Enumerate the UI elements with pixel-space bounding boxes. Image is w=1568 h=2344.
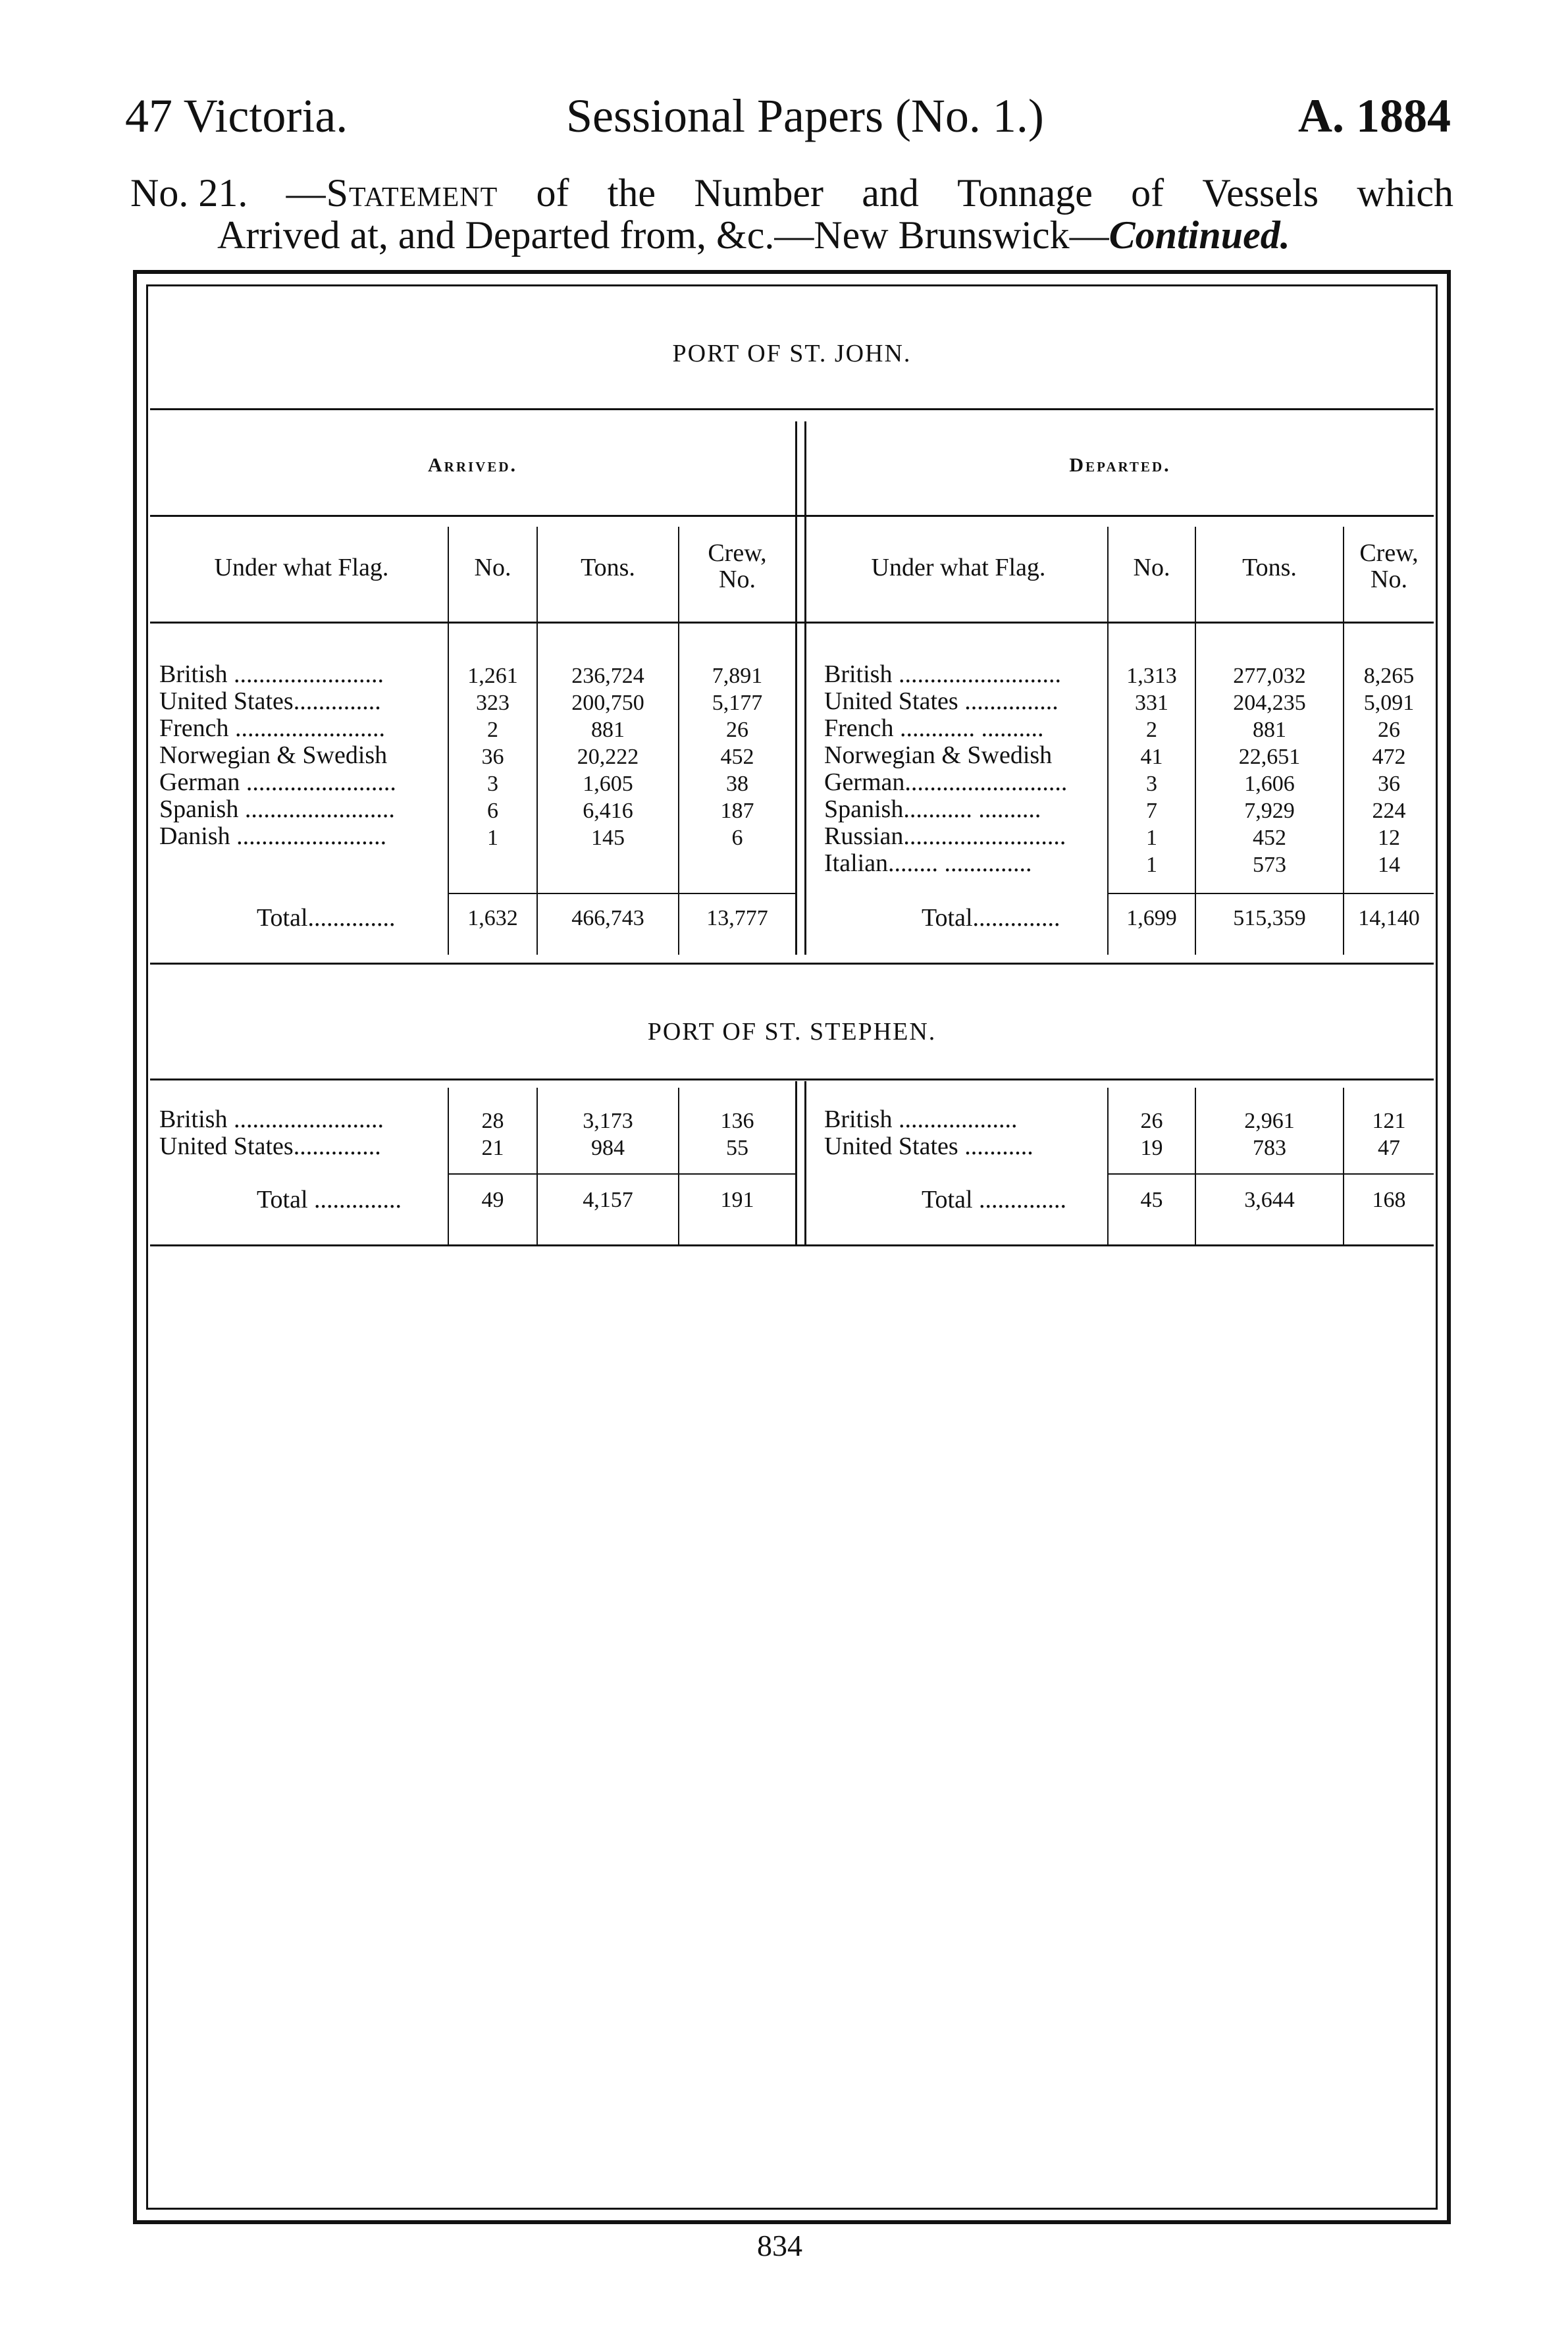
st-stephen-arrived-total-tons: 4,157 [583, 1188, 633, 1212]
cell-crew: 187 [720, 799, 754, 823]
table-row: French ........................ [159, 715, 386, 742]
table-row: United States.............. [159, 688, 381, 715]
table-row: United States.............. [159, 1133, 381, 1160]
st-john-departed-tons [1196, 662, 1343, 878]
st-stephen-departed-tons [1196, 1107, 1343, 1161]
st-john-departed-flags [824, 661, 1106, 877]
table-row: British ........................ [159, 1106, 384, 1133]
col-head-flag: Under what Flag. [871, 554, 1046, 581]
cell-tons: 452 [1253, 826, 1286, 850]
table-row: French ............ .......... [824, 715, 1044, 742]
center-rule [804, 421, 806, 955]
cell-crew: 6 [731, 826, 743, 850]
title-word: —Statement [286, 171, 498, 215]
cell-crew: 26 [1378, 718, 1400, 742]
cell-crew: 38 [726, 772, 748, 796]
cell-crew: 5,091 [1363, 691, 1415, 715]
cell-tons: 236,724 [571, 664, 644, 688]
cell-tons: 277,032 [1233, 664, 1306, 688]
section-departed: Departed. [1069, 454, 1171, 476]
title-word: which [1357, 171, 1453, 215]
cell-tons: 22,651 [1238, 745, 1301, 769]
cell-crew: 12 [1378, 826, 1400, 850]
rule [150, 515, 1434, 517]
cell-crew: 472 [1372, 745, 1406, 769]
table-row: Italian........ .............. [824, 850, 1032, 877]
col-head-crew [1344, 540, 1434, 593]
cell-no: 1,313 [1126, 664, 1177, 688]
crew-line2: No. [1371, 566, 1407, 593]
cell-tons: 20,222 [577, 745, 639, 769]
st-stephen-departed-crew [1344, 1107, 1434, 1161]
st-stephen-arrived-total-crew: 191 [720, 1188, 754, 1212]
cell-no: 26 [1140, 1109, 1163, 1133]
st-stephen-arrived-tons [538, 1107, 678, 1161]
table-row: United States ............... [824, 688, 1058, 715]
cell-tons: 1,606 [1244, 772, 1295, 796]
port-st-stephen-title: PORT OF ST. STEPHEN. [647, 1018, 937, 1046]
table-number: No. 21. [130, 171, 248, 215]
cell-crew: 5,177 [712, 691, 763, 715]
st-john-departed-total-crew: 14,140 [1358, 906, 1420, 930]
cell-tons: 1,605 [583, 772, 633, 796]
cell-tons: 573 [1253, 853, 1286, 877]
total-rule [449, 1173, 795, 1175]
cell-tons: 3,173 [583, 1109, 633, 1133]
port-st-john-title: PORT OF ST. JOHN. [672, 340, 912, 367]
title-word: Vessels [1202, 171, 1319, 215]
table-row: Danish ........................ [159, 823, 387, 850]
cell-no: 2 [1146, 718, 1157, 742]
crew-line1: Crew, [708, 539, 767, 567]
cell-tons: 200,750 [571, 691, 644, 715]
rule [150, 963, 1434, 965]
header-sessional-papers: Sessional Papers (No. 1.) [566, 90, 1044, 142]
rule [150, 408, 1434, 410]
st-stephen-arrived-total-no: 49 [481, 1188, 504, 1212]
title-word: Number [694, 171, 823, 215]
st-john-departed-no [1109, 662, 1195, 878]
cell-crew: 452 [720, 745, 754, 769]
cell-crew: 8,265 [1363, 664, 1415, 688]
table-row: United States ........... [824, 1133, 1033, 1160]
cell-crew: 26 [726, 718, 748, 742]
st-john-departed-total-label: Total.............. [922, 904, 1060, 932]
cell-tons: 881 [591, 718, 625, 742]
rule [150, 1079, 1434, 1080]
cell-crew: 121 [1372, 1109, 1406, 1133]
cell-no: 7 [1146, 799, 1157, 823]
title-word: and [862, 171, 919, 215]
cell-tons: 7,929 [1244, 799, 1295, 823]
total-rule [1109, 1173, 1434, 1175]
table-row: Spanish........... .......... [824, 796, 1041, 823]
cell-crew: 224 [1372, 799, 1406, 823]
title-continued: Continued. [1109, 213, 1290, 257]
cell-no: 28 [481, 1109, 504, 1133]
st-stephen-departed-flags [824, 1106, 1106, 1160]
st-stephen-arrived-flags [159, 1106, 446, 1160]
cell-tons: 881 [1253, 718, 1286, 742]
cell-crew: 55 [726, 1136, 748, 1160]
cell-crew: 47 [1378, 1136, 1400, 1160]
st-john-arrived-tons [538, 662, 678, 851]
center-rule [795, 1081, 797, 1244]
cell-crew: 14 [1378, 853, 1400, 877]
table-row: British .......................... [824, 661, 1061, 688]
rule [150, 622, 1434, 624]
cell-no: 2 [487, 718, 498, 742]
header-year: A. 1884 [1298, 90, 1451, 142]
cell-no: 1,261 [467, 664, 518, 688]
table-title-line2 [217, 212, 1290, 258]
st-stephen-arrived-no [449, 1107, 536, 1161]
st-john-arrived-total-label: Total.............. [257, 904, 396, 932]
total-rule [1109, 893, 1434, 894]
st-john-arrived-no [449, 662, 536, 851]
table-row: British ................... [824, 1106, 1018, 1133]
cell-no: 1 [1146, 826, 1157, 850]
section-arrived: Arrived. [427, 454, 517, 476]
cell-crew: 7,891 [712, 664, 763, 688]
st-stephen-departed-total-label: Total .............. [922, 1186, 1067, 1213]
cell-tons: 984 [591, 1136, 625, 1160]
cell-no: 36 [481, 745, 504, 769]
header-session: 47 Victoria. [125, 90, 348, 142]
cell-no: 331 [1135, 691, 1168, 715]
title-word: Tonnage [957, 171, 1093, 215]
title-word: the [607, 171, 656, 215]
col-head-no: No. [1133, 554, 1170, 581]
cell-tons: 783 [1253, 1136, 1286, 1160]
table-row: Spanish ........................ [159, 796, 395, 823]
center-rule [795, 421, 797, 955]
st-john-departed-total-no: 1,699 [1126, 906, 1177, 930]
cell-tons: 2,961 [1244, 1109, 1295, 1133]
st-john-departed-crew [1344, 662, 1434, 878]
st-john-arrived-crew [679, 662, 795, 851]
table-row: Norwegian & Swedish [824, 742, 1053, 769]
cell-no: 323 [476, 691, 510, 715]
st-stephen-departed-no [1109, 1107, 1195, 1161]
cell-no: 21 [481, 1136, 504, 1160]
title-line2-text: Arrived at, and Departed from, &c.—New Brunswick— [217, 213, 1109, 257]
st-john-arrived-total-tons: 466,743 [571, 906, 644, 930]
col-head-no: No. [474, 554, 511, 581]
col-head-crew [679, 540, 795, 593]
table-title-line1 [130, 170, 1453, 216]
cell-no: 1 [1146, 853, 1157, 877]
cell-tons: 204,235 [1233, 691, 1306, 715]
col-head-tons: Tons. [1242, 554, 1297, 581]
center-rule [804, 1081, 806, 1244]
cell-no: 6 [487, 799, 498, 823]
st-john-arrived-total-no: 1,632 [467, 906, 518, 930]
rule [150, 1244, 1434, 1246]
st-john-departed-total-tons: 515,359 [1233, 906, 1306, 930]
col-head-tons: Tons. [581, 554, 635, 581]
st-stephen-departed-total-tons: 3,644 [1244, 1188, 1295, 1212]
cell-no: 3 [487, 772, 498, 796]
table-row: Norwegian & Swedish [159, 742, 388, 769]
st-stephen-departed-total-no: 45 [1140, 1188, 1163, 1212]
table-row: Russian.......................... [824, 823, 1066, 850]
col-head-flag: Under what Flag. [214, 554, 389, 581]
cell-no: 19 [1140, 1136, 1163, 1160]
total-rule [449, 893, 795, 894]
cell-tons: 145 [591, 826, 625, 850]
table-row: German ........................ [159, 769, 396, 796]
cell-crew: 36 [1378, 772, 1400, 796]
crew-line1: Crew, [1359, 539, 1419, 567]
st-stephen-arrived-crew [679, 1107, 795, 1161]
crew-line2: No. [719, 566, 756, 593]
st-john-arrived-total-crew: 13,777 [706, 906, 768, 930]
page-number: 834 [757, 2229, 802, 2262]
st-stephen-departed-total-crew: 168 [1372, 1188, 1406, 1212]
title-word: of [1131, 171, 1164, 215]
cell-crew: 136 [720, 1109, 754, 1133]
table-row: German.......................... [824, 769, 1068, 796]
title-word: of [536, 171, 569, 215]
cell-no: 3 [1146, 772, 1157, 796]
cell-tons: 6,416 [583, 799, 633, 823]
table-row: British ........................ [159, 661, 384, 688]
st-john-arrived-flags [159, 661, 446, 850]
cell-no: 1 [487, 826, 498, 850]
cell-no: 41 [1140, 745, 1163, 769]
st-stephen-arrived-total-label: Total .............. [257, 1186, 402, 1213]
